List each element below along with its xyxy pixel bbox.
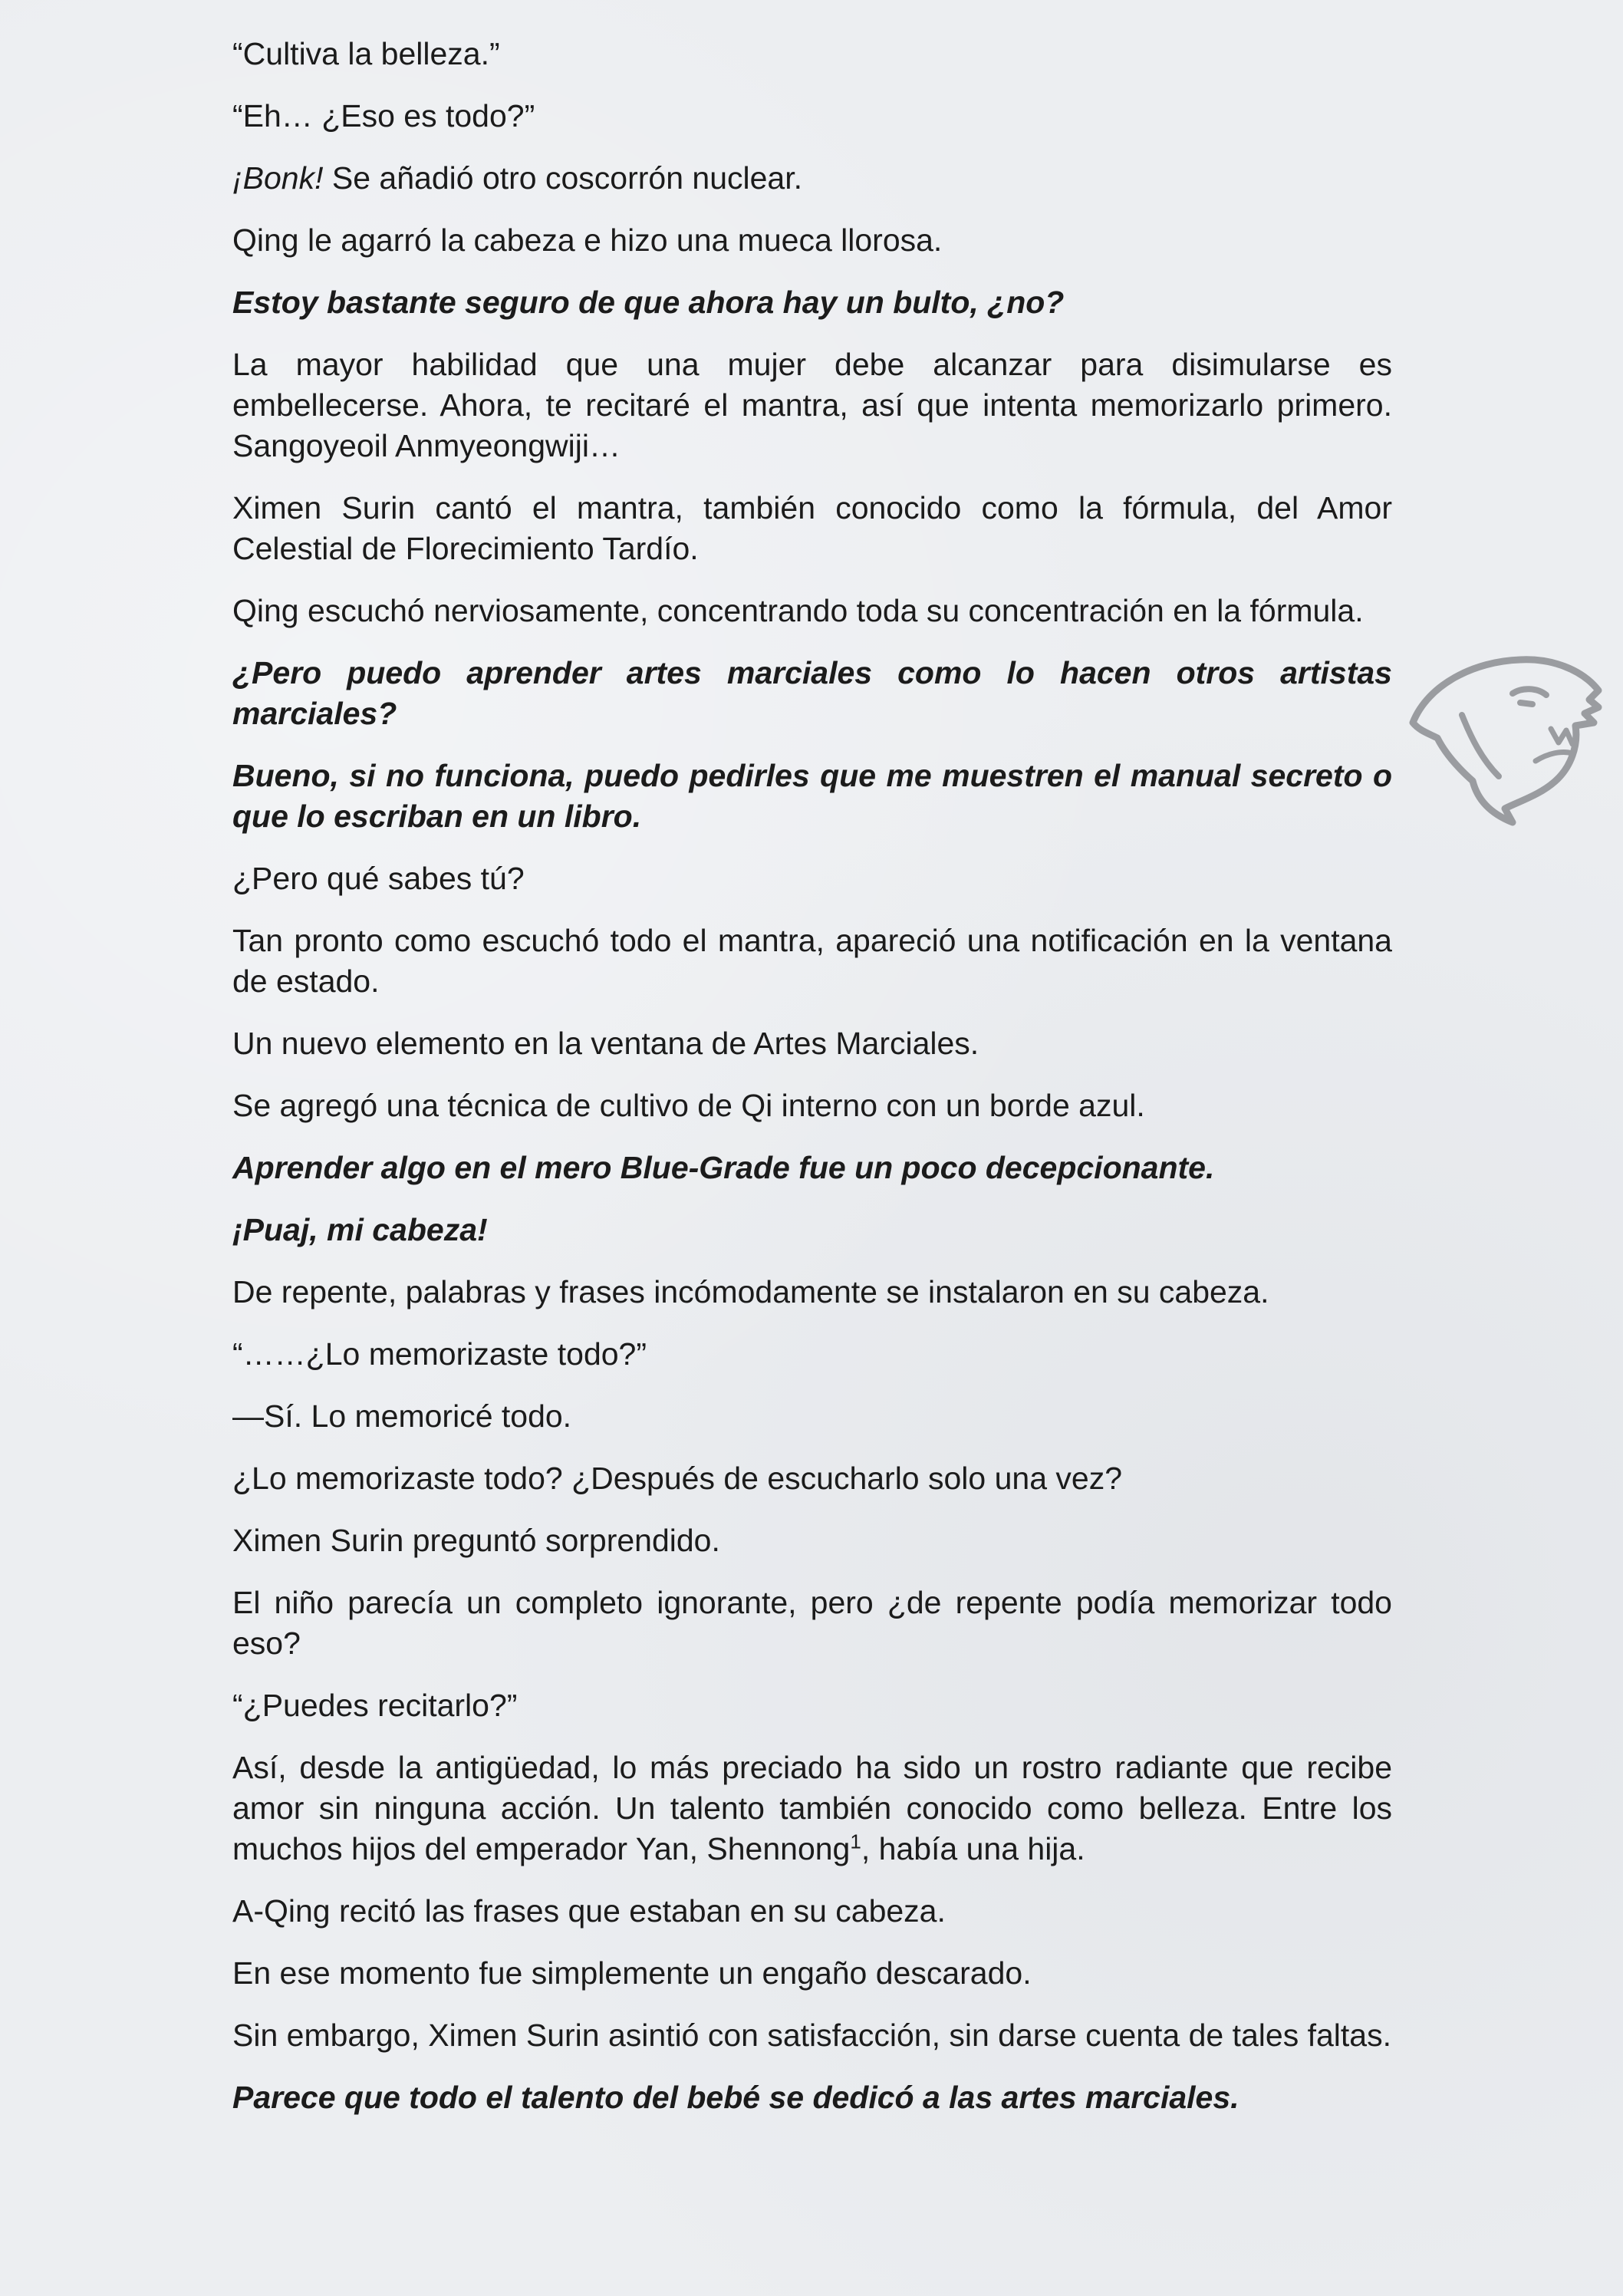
paragraph-24 xyxy=(232,1748,1392,1869)
paragraph-19: —Sí. Lo memoricé todo. xyxy=(232,1398,572,1434)
footnote-marker[interactable]: 1 xyxy=(850,1830,861,1853)
paragraph-22: El niño parecía un completo ignorante, pero ¿de repente podía memorizar todo eso? xyxy=(232,1585,1392,1661)
paragraph-2: “Eh… ¿Eso es todo?” xyxy=(232,98,535,133)
paragraph-27: Sin embargo, Ximen Surin asintió con satisfacción, sin darse cuenta de tales faltas. xyxy=(232,2018,1391,2053)
dinosaur-head-logo-icon xyxy=(1397,631,1612,830)
paragraph-5-thought: Estoy bastante seguro de que ahora hay un bulto, ¿no? xyxy=(232,285,1065,320)
paragraph-20: ¿Lo memorizaste todo? ¿Después de escucharlo solo una vez? xyxy=(232,1461,1123,1496)
paragraph-16-thought: ¡Puaj, mi cabeza! xyxy=(232,1212,488,1247)
paragraph-25: A-Qing recitó las frases que estaban en su cabeza. xyxy=(232,1893,946,1929)
paragraph-15-thought: Aprender algo en el mero Blue-Grade fue un poco decepcionante. xyxy=(232,1150,1215,1185)
paragraph-24-text-end: , había una hija. xyxy=(861,1831,1085,1866)
paragraph-14: Se agregó una técnica de cultivo de Qi interno con un borde azul. xyxy=(232,1088,1145,1123)
paragraph-23: “¿Puedes recitarlo?” xyxy=(232,1688,518,1723)
paragraph-21: Ximen Surin preguntó sorprendido. xyxy=(232,1523,720,1558)
paragraph-11: ¿Pero qué sabes tú? xyxy=(232,861,525,896)
paragraph-17: De repente, palabras y frases incómodamente se instalaron en su cabeza. xyxy=(232,1274,1269,1309)
paragraph-3-rest: Se añadió otro coscorrón nuclear. xyxy=(323,160,802,196)
text-column xyxy=(232,34,1392,2140)
paragraph-3-emphasis: ¡Bonk! xyxy=(232,160,324,196)
paragraph-28-thought: Parece que todo el talento del bebé se dedicó a las artes marciales. xyxy=(232,2080,1239,2115)
paragraph-13: Un nuevo elemento en la ventana de Artes Marciales. xyxy=(232,1026,979,1061)
paragraph-24-text: Así, desde la antigüedad, lo más preciado ha sido un rostro radiante que recibe amor sin ninguna acción. Un talento también conocido como belleza. Entre los muchos hijos del emperador Yan, Shennong xyxy=(232,1750,1392,1866)
paragraph-18: “……¿Lo memorizaste todo?” xyxy=(232,1336,647,1372)
paragraph-7: Ximen Surin cantó el mantra, también conocido como la fórmula, del Amor Celestial de Florecimiento Tardío. xyxy=(232,490,1392,566)
paragraph-10-thought: Bueno, si no funciona, puedo pedirles que me muestren el manual secreto o que lo escriban en un libro. xyxy=(232,758,1392,834)
paragraph-26: En ese momento fue simplemente un engaño descarado. xyxy=(232,1955,1032,1991)
paragraph-9-thought: ¿Pero puedo aprender artes marciales como lo hacen otros artistas marciales? xyxy=(232,655,1392,731)
paragraph-8: Qing escuchó nerviosamente, concentrando toda su concentración en la fórmula. xyxy=(232,593,1364,628)
paragraph-12: Tan pronto como escuchó todo el mantra, apareció una notificación en la ventana de estado. xyxy=(232,923,1392,999)
paragraph-4: Qing le agarró la cabeza e hizo una mueca llorosa. xyxy=(232,222,943,258)
paragraph-1: “Cultiva la belleza.” xyxy=(232,36,500,71)
paragraph-3 xyxy=(232,158,1392,199)
paragraph-6: La mayor habilidad que una mujer debe alcanzar para disimularse es embellecerse. Ahora, te recitaré el mantra, así que intenta memorizarlo primero. Sangoyeoil Anmyeongwiji… xyxy=(232,347,1392,463)
